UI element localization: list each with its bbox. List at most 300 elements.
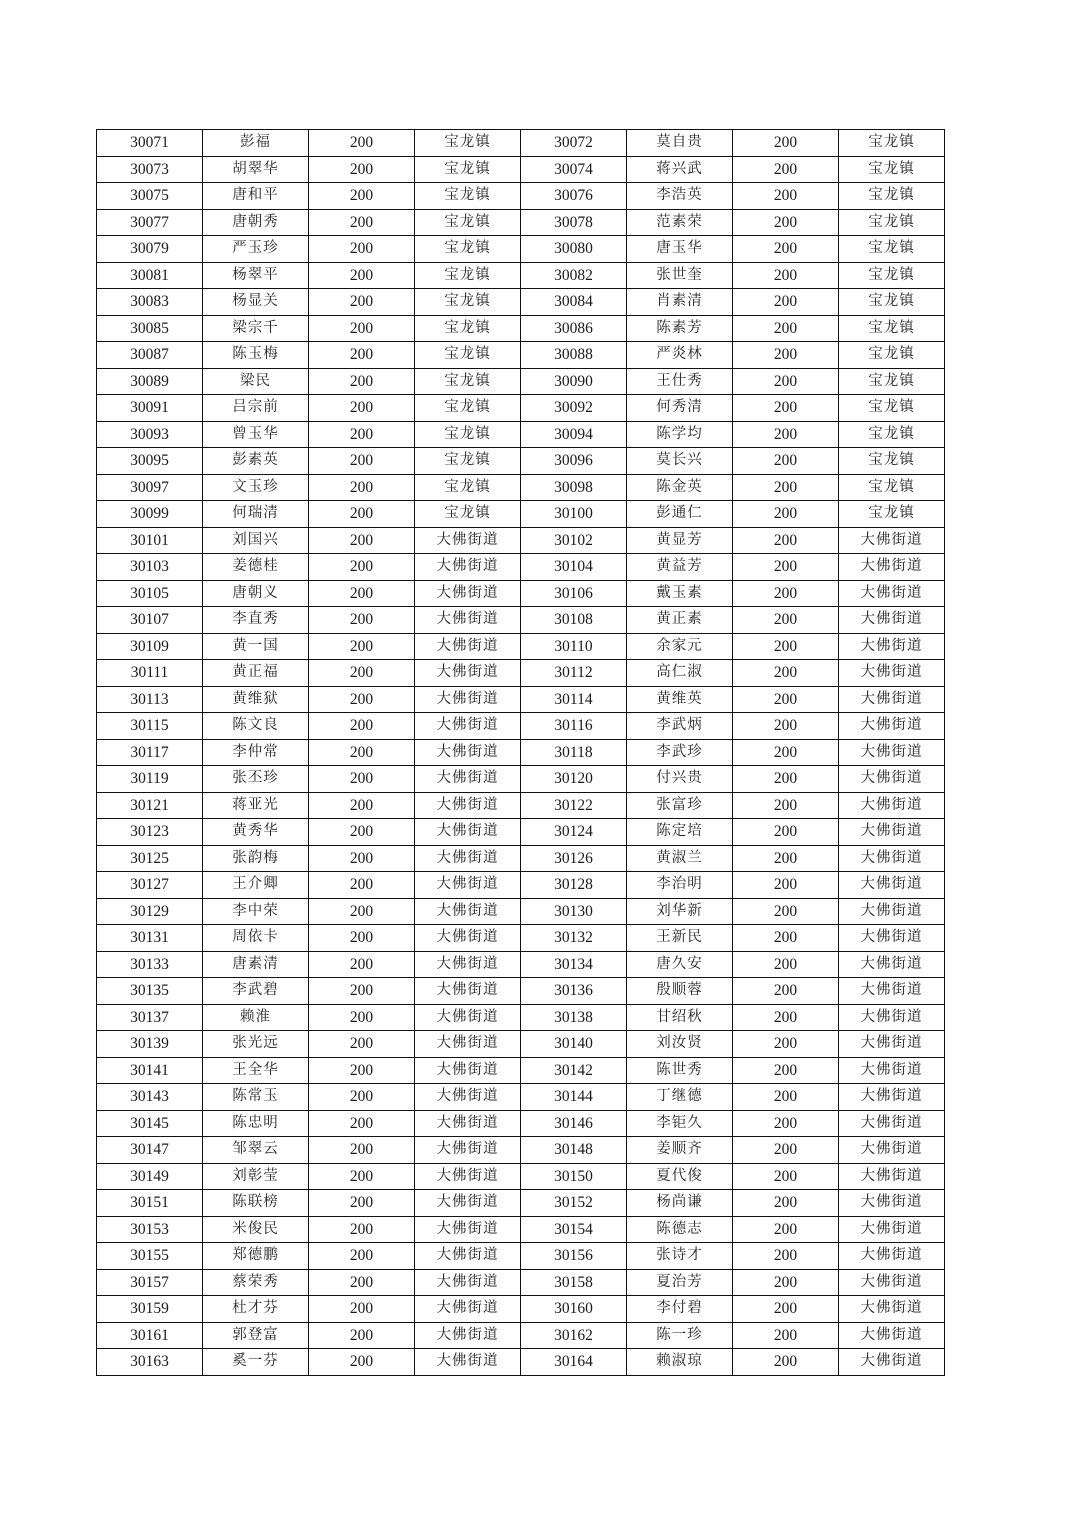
amount-cell: 200 <box>309 554 415 581</box>
town-cell: 大佛街道 <box>415 1349 521 1376</box>
amount-cell: 200 <box>309 289 415 316</box>
amount-cell: 200 <box>309 1216 415 1243</box>
town-cell: 宝龙镇 <box>839 236 945 263</box>
name-cell: 刘华新 <box>627 898 733 925</box>
amount-cell: 200 <box>309 1004 415 1031</box>
name-cell: 莫长兴 <box>627 448 733 475</box>
id-cell: 30164 <box>521 1349 627 1376</box>
id-cell: 30156 <box>521 1243 627 1270</box>
amount-cell: 200 <box>309 898 415 925</box>
amount-cell: 200 <box>309 845 415 872</box>
town-cell: 宝龙镇 <box>839 156 945 183</box>
town-cell: 大佛街道 <box>415 1243 521 1270</box>
id-cell: 30136 <box>521 978 627 1005</box>
table-row <box>97 739 945 766</box>
name-cell: 黄维英 <box>627 686 733 713</box>
town-cell: 大佛街道 <box>415 1296 521 1323</box>
amount-cell: 200 <box>733 368 839 395</box>
table-row <box>97 766 945 793</box>
town-cell: 大佛街道 <box>839 633 945 660</box>
id-cell: 30075 <box>97 183 203 210</box>
amount-cell: 200 <box>733 1084 839 1111</box>
town-cell: 大佛街道 <box>415 898 521 925</box>
amount-cell: 200 <box>309 1057 415 1084</box>
name-cell: 米俊民 <box>203 1216 309 1243</box>
town-cell: 大佛街道 <box>415 845 521 872</box>
table-row <box>97 289 945 316</box>
id-cell: 30158 <box>521 1269 627 1296</box>
amount-cell: 200 <box>309 1110 415 1137</box>
name-cell: 赖淑琼 <box>627 1349 733 1376</box>
amount-cell: 200 <box>309 792 415 819</box>
table-row <box>97 262 945 289</box>
name-cell: 夏代俊 <box>627 1163 733 1190</box>
id-cell: 30115 <box>97 713 203 740</box>
town-cell: 宝龙镇 <box>415 130 521 157</box>
amount-cell: 200 <box>309 819 415 846</box>
amount-cell: 200 <box>733 1004 839 1031</box>
table-row <box>97 872 945 899</box>
id-cell: 30088 <box>521 342 627 369</box>
town-cell: 宝龙镇 <box>839 342 945 369</box>
name-cell: 甘绍秋 <box>627 1004 733 1031</box>
table-row <box>97 1057 945 1084</box>
id-cell: 30132 <box>521 925 627 952</box>
table-row <box>97 819 945 846</box>
amount-cell: 200 <box>733 289 839 316</box>
name-cell: 黄正福 <box>203 660 309 687</box>
id-cell: 30151 <box>97 1190 203 1217</box>
town-cell: 宝龙镇 <box>839 421 945 448</box>
amount-cell: 200 <box>309 474 415 501</box>
town-cell: 宝龙镇 <box>839 448 945 475</box>
town-cell: 大佛街道 <box>415 1190 521 1217</box>
town-cell: 大佛街道 <box>415 739 521 766</box>
town-cell: 宝龙镇 <box>839 183 945 210</box>
town-cell: 大佛街道 <box>839 872 945 899</box>
name-cell: 黄益芳 <box>627 554 733 581</box>
id-cell: 30113 <box>97 686 203 713</box>
town-cell: 大佛街道 <box>839 898 945 925</box>
amount-cell: 200 <box>733 156 839 183</box>
id-cell: 30096 <box>521 448 627 475</box>
town-cell: 大佛街道 <box>415 633 521 660</box>
table-row <box>97 951 945 978</box>
town-cell: 宝龙镇 <box>839 289 945 316</box>
name-cell: 莫自贵 <box>627 130 733 157</box>
id-cell: 30142 <box>521 1057 627 1084</box>
amount-cell: 200 <box>733 1216 839 1243</box>
name-cell: 陈德志 <box>627 1216 733 1243</box>
amount-cell: 200 <box>309 1031 415 1058</box>
town-cell: 大佛街道 <box>839 1110 945 1137</box>
name-cell: 陈素芳 <box>627 315 733 342</box>
amount-cell: 200 <box>733 183 839 210</box>
town-cell: 大佛街道 <box>415 925 521 952</box>
id-cell: 30077 <box>97 209 203 236</box>
id-cell: 30130 <box>521 898 627 925</box>
name-cell: 文玉珍 <box>203 474 309 501</box>
name-cell: 丁继德 <box>627 1084 733 1111</box>
name-cell: 陈世秀 <box>627 1057 733 1084</box>
table-row <box>97 1296 945 1323</box>
id-cell: 30140 <box>521 1031 627 1058</box>
name-cell: 彭素英 <box>203 448 309 475</box>
amount-cell: 200 <box>733 580 839 607</box>
id-cell: 30161 <box>97 1322 203 1349</box>
name-cell: 何瑞清 <box>203 501 309 528</box>
name-cell: 王全华 <box>203 1057 309 1084</box>
amount-cell: 200 <box>309 766 415 793</box>
amount-cell: 200 <box>733 898 839 925</box>
amount-cell: 200 <box>733 792 839 819</box>
amount-cell: 200 <box>733 1057 839 1084</box>
name-cell: 付兴贵 <box>627 766 733 793</box>
town-cell: 大佛街道 <box>415 951 521 978</box>
amount-cell: 200 <box>309 686 415 713</box>
amount-cell: 200 <box>309 130 415 157</box>
table-row <box>97 1084 945 1111</box>
town-cell: 宝龙镇 <box>415 395 521 422</box>
table-row <box>97 925 945 952</box>
town-cell: 宝龙镇 <box>839 501 945 528</box>
id-cell: 30092 <box>521 395 627 422</box>
table-row <box>97 1269 945 1296</box>
name-cell: 刘彰莹 <box>203 1163 309 1190</box>
town-cell: 大佛街道 <box>839 607 945 634</box>
name-cell: 王新民 <box>627 925 733 952</box>
roster-table <box>96 129 945 1376</box>
town-cell: 大佛街道 <box>415 607 521 634</box>
id-cell: 30098 <box>521 474 627 501</box>
name-cell: 王仕秀 <box>627 368 733 395</box>
name-cell: 李浩英 <box>627 183 733 210</box>
name-cell: 彭通仁 <box>627 501 733 528</box>
name-cell: 陈定培 <box>627 819 733 846</box>
table-row <box>97 607 945 634</box>
id-cell: 30114 <box>521 686 627 713</box>
id-cell: 30082 <box>521 262 627 289</box>
id-cell: 30111 <box>97 660 203 687</box>
town-cell: 大佛街道 <box>839 1057 945 1084</box>
amount-cell: 200 <box>733 819 839 846</box>
town-cell: 宝龙镇 <box>415 289 521 316</box>
id-cell: 30112 <box>521 660 627 687</box>
amount-cell: 200 <box>309 342 415 369</box>
amount-cell: 200 <box>733 1137 839 1164</box>
table-row <box>97 713 945 740</box>
amount-cell: 200 <box>309 448 415 475</box>
table-row <box>97 898 945 925</box>
amount-cell: 200 <box>309 315 415 342</box>
id-cell: 30150 <box>521 1163 627 1190</box>
town-cell: 大佛街道 <box>839 686 945 713</box>
id-cell: 30102 <box>521 527 627 554</box>
town-cell: 大佛街道 <box>839 1296 945 1323</box>
table-row <box>97 1031 945 1058</box>
town-cell: 宝龙镇 <box>415 448 521 475</box>
table-row <box>97 1004 945 1031</box>
amount-cell: 200 <box>309 1349 415 1376</box>
id-cell: 30072 <box>521 130 627 157</box>
name-cell: 陈文良 <box>203 713 309 740</box>
amount-cell: 200 <box>733 633 839 660</box>
table-row <box>97 1322 945 1349</box>
name-cell: 唐朝义 <box>203 580 309 607</box>
name-cell: 刘汝贤 <box>627 1031 733 1058</box>
town-cell: 大佛街道 <box>415 1110 521 1137</box>
town-cell: 大佛街道 <box>415 1322 521 1349</box>
id-cell: 30152 <box>521 1190 627 1217</box>
id-cell: 30083 <box>97 289 203 316</box>
amount-cell: 200 <box>309 421 415 448</box>
amount-cell: 200 <box>733 262 839 289</box>
name-cell: 姜德桂 <box>203 554 309 581</box>
town-cell: 大佛街道 <box>839 580 945 607</box>
table-row <box>97 1216 945 1243</box>
id-cell: 30103 <box>97 554 203 581</box>
town-cell: 宝龙镇 <box>415 501 521 528</box>
id-cell: 30125 <box>97 845 203 872</box>
id-cell: 30160 <box>521 1296 627 1323</box>
name-cell: 郑德鹏 <box>203 1243 309 1270</box>
amount-cell: 200 <box>733 395 839 422</box>
name-cell: 张韵梅 <box>203 845 309 872</box>
amount-cell: 200 <box>733 501 839 528</box>
town-cell: 宝龙镇 <box>839 474 945 501</box>
name-cell: 邹翠云 <box>203 1137 309 1164</box>
id-cell: 30081 <box>97 262 203 289</box>
name-cell: 张诗才 <box>627 1243 733 1270</box>
table-row <box>97 315 945 342</box>
town-cell: 大佛街道 <box>415 580 521 607</box>
amount-cell: 200 <box>733 845 839 872</box>
amount-cell: 200 <box>309 1084 415 1111</box>
amount-cell: 200 <box>733 554 839 581</box>
town-cell: 宝龙镇 <box>839 395 945 422</box>
table-row <box>97 1190 945 1217</box>
town-cell: 大佛街道 <box>839 819 945 846</box>
id-cell: 30120 <box>521 766 627 793</box>
name-cell: 黄维狱 <box>203 686 309 713</box>
name-cell: 李武炳 <box>627 713 733 740</box>
id-cell: 30073 <box>97 156 203 183</box>
name-cell: 黄正素 <box>627 607 733 634</box>
amount-cell: 200 <box>733 686 839 713</box>
town-cell: 大佛街道 <box>839 978 945 1005</box>
town-cell: 大佛街道 <box>839 1031 945 1058</box>
id-cell: 30093 <box>97 421 203 448</box>
town-cell: 大佛街道 <box>839 1243 945 1270</box>
id-cell: 30095 <box>97 448 203 475</box>
table-row <box>97 554 945 581</box>
name-cell: 严炎林 <box>627 342 733 369</box>
name-cell: 杨翠平 <box>203 262 309 289</box>
table-row <box>97 580 945 607</box>
id-cell: 30087 <box>97 342 203 369</box>
amount-cell: 200 <box>309 527 415 554</box>
name-cell: 陈忠明 <box>203 1110 309 1137</box>
table-row <box>97 1349 945 1376</box>
amount-cell: 200 <box>309 739 415 766</box>
name-cell: 陈一珍 <box>627 1322 733 1349</box>
amount-cell: 200 <box>733 1031 839 1058</box>
name-cell: 严玉珍 <box>203 236 309 263</box>
id-cell: 30137 <box>97 1004 203 1031</box>
id-cell: 30099 <box>97 501 203 528</box>
table-row <box>97 395 945 422</box>
town-cell: 宝龙镇 <box>415 421 521 448</box>
town-cell: 大佛街道 <box>839 1084 945 1111</box>
town-cell: 宝龙镇 <box>415 156 521 183</box>
town-cell: 大佛街道 <box>839 792 945 819</box>
amount-cell: 200 <box>309 262 415 289</box>
name-cell: 肖素清 <box>627 289 733 316</box>
amount-cell: 200 <box>733 978 839 1005</box>
town-cell: 大佛街道 <box>415 792 521 819</box>
name-cell: 蒋兴武 <box>627 156 733 183</box>
name-cell: 梁宗千 <box>203 315 309 342</box>
table-row <box>97 501 945 528</box>
amount-cell: 200 <box>733 130 839 157</box>
id-cell: 30105 <box>97 580 203 607</box>
name-cell: 李钜久 <box>627 1110 733 1137</box>
id-cell: 30146 <box>521 1110 627 1137</box>
id-cell: 30084 <box>521 289 627 316</box>
id-cell: 30117 <box>97 739 203 766</box>
id-cell: 30085 <box>97 315 203 342</box>
amount-cell: 200 <box>309 1269 415 1296</box>
id-cell: 30106 <box>521 580 627 607</box>
name-cell: 张富珍 <box>627 792 733 819</box>
id-cell: 30110 <box>521 633 627 660</box>
id-cell: 30080 <box>521 236 627 263</box>
table-row <box>97 130 945 157</box>
id-cell: 30100 <box>521 501 627 528</box>
id-cell: 30101 <box>97 527 203 554</box>
name-cell: 杜才芬 <box>203 1296 309 1323</box>
table-row <box>97 342 945 369</box>
town-cell: 大佛街道 <box>415 660 521 687</box>
name-cell: 姜顺齐 <box>627 1137 733 1164</box>
name-cell: 陈学均 <box>627 421 733 448</box>
town-cell: 大佛街道 <box>415 1057 521 1084</box>
name-cell: 吕宗前 <box>203 395 309 422</box>
town-cell: 大佛街道 <box>415 1216 521 1243</box>
amount-cell: 200 <box>733 236 839 263</box>
town-cell: 大佛街道 <box>415 1163 521 1190</box>
town-cell: 大佛街道 <box>839 951 945 978</box>
name-cell: 张世奎 <box>627 262 733 289</box>
name-cell: 陈金英 <box>627 474 733 501</box>
town-cell: 大佛街道 <box>415 713 521 740</box>
amount-cell: 200 <box>733 739 839 766</box>
amount-cell: 200 <box>309 633 415 660</box>
town-cell: 大佛街道 <box>839 845 945 872</box>
town-cell: 大佛街道 <box>839 766 945 793</box>
name-cell: 李直秀 <box>203 607 309 634</box>
town-cell: 大佛街道 <box>839 660 945 687</box>
id-cell: 30126 <box>521 845 627 872</box>
id-cell: 30104 <box>521 554 627 581</box>
name-cell: 夏治芳 <box>627 1269 733 1296</box>
name-cell: 戴玉素 <box>627 580 733 607</box>
town-cell: 宝龙镇 <box>415 315 521 342</box>
id-cell: 30091 <box>97 395 203 422</box>
table-row <box>97 978 945 1005</box>
amount-cell: 200 <box>733 713 839 740</box>
table-row <box>97 236 945 263</box>
id-cell: 30123 <box>97 819 203 846</box>
amount-cell: 200 <box>733 1163 839 1190</box>
amount-cell: 200 <box>309 660 415 687</box>
town-cell: 大佛街道 <box>839 1216 945 1243</box>
id-cell: 30090 <box>521 368 627 395</box>
town-cell: 大佛街道 <box>839 1322 945 1349</box>
town-cell: 宝龙镇 <box>839 130 945 157</box>
table-row <box>97 686 945 713</box>
town-cell: 宝龙镇 <box>415 342 521 369</box>
table-row <box>97 474 945 501</box>
id-cell: 30163 <box>97 1349 203 1376</box>
town-cell: 宝龙镇 <box>415 236 521 263</box>
id-cell: 30089 <box>97 368 203 395</box>
amount-cell: 200 <box>733 607 839 634</box>
amount-cell: 200 <box>309 368 415 395</box>
name-cell: 高仁淑 <box>627 660 733 687</box>
amount-cell: 200 <box>309 580 415 607</box>
town-cell: 大佛街道 <box>415 1084 521 1111</box>
town-cell: 宝龙镇 <box>415 474 521 501</box>
name-cell: 陈联榜 <box>203 1190 309 1217</box>
table-row <box>97 633 945 660</box>
town-cell: 大佛街道 <box>839 713 945 740</box>
amount-cell: 200 <box>733 1269 839 1296</box>
town-cell: 大佛街道 <box>839 1349 945 1376</box>
town-cell: 大佛街道 <box>415 527 521 554</box>
amount-cell: 200 <box>733 766 839 793</box>
amount-cell: 200 <box>309 872 415 899</box>
amount-cell: 200 <box>309 1322 415 1349</box>
name-cell: 陈玉梅 <box>203 342 309 369</box>
name-cell: 奚一芬 <box>203 1349 309 1376</box>
amount-cell: 200 <box>309 156 415 183</box>
id-cell: 30138 <box>521 1004 627 1031</box>
table-row <box>97 421 945 448</box>
id-cell: 30116 <box>521 713 627 740</box>
town-cell: 宝龙镇 <box>415 368 521 395</box>
amount-cell: 200 <box>309 1163 415 1190</box>
amount-cell: 200 <box>309 713 415 740</box>
town-cell: 大佛街道 <box>415 819 521 846</box>
town-cell: 大佛街道 <box>415 686 521 713</box>
town-cell: 大佛街道 <box>839 1190 945 1217</box>
table-row <box>97 1243 945 1270</box>
id-cell: 30131 <box>97 925 203 952</box>
town-cell: 大佛街道 <box>839 1163 945 1190</box>
name-cell: 黄淑兰 <box>627 845 733 872</box>
amount-cell: 200 <box>309 1137 415 1164</box>
name-cell: 黄一国 <box>203 633 309 660</box>
amount-cell: 200 <box>309 183 415 210</box>
name-cell: 黄显芳 <box>627 527 733 554</box>
name-cell: 何秀清 <box>627 395 733 422</box>
table-row <box>97 368 945 395</box>
id-cell: 30108 <box>521 607 627 634</box>
id-cell: 30144 <box>521 1084 627 1111</box>
town-cell: 宝龙镇 <box>839 315 945 342</box>
id-cell: 30154 <box>521 1216 627 1243</box>
